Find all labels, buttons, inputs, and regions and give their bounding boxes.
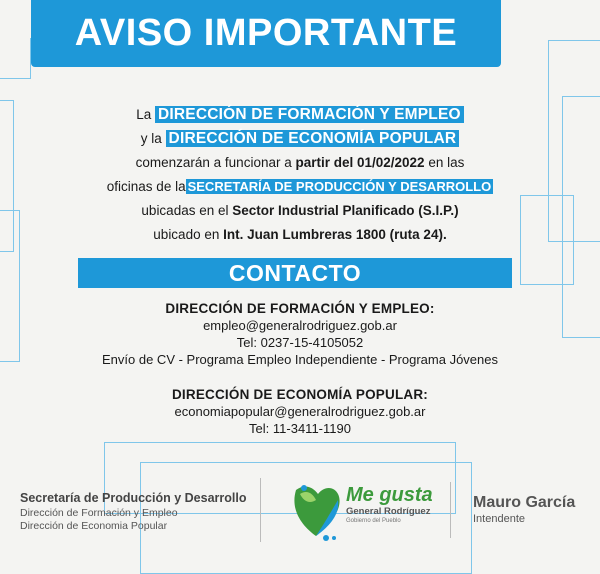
- notice-text-fragment: en las: [428, 155, 465, 170]
- decorative-frame: [0, 210, 20, 362]
- logo-tagline: Gobierno del Pueblo: [346, 518, 401, 524]
- highlight-direccion-economia: DIRECCIÓN DE ECONOMÍA POPULAR: [166, 130, 460, 147]
- highlight-direccion-formacion: DIRECCIÓN DE FORMACIÓN Y EMPLEO: [155, 106, 464, 123]
- notice-line: [60, 199, 540, 223]
- notice-line: [60, 151, 540, 175]
- notice-text-fragment: y la: [140, 131, 162, 146]
- notice-line: [60, 223, 540, 247]
- footer-secretaria: [20, 492, 246, 533]
- decorative-frame: [0, 38, 31, 79]
- contact-block-formacion: [60, 300, 540, 368]
- notice-text-fragment: La: [136, 107, 152, 122]
- highlight-secretaria: SECRETARÍA DE PRODUCCIÓN Y DESARROLLO: [187, 179, 492, 194]
- location-sector: Sector Industrial Planificado (S.I.P.): [232, 203, 459, 218]
- page-title: AVISO IMPORTANTE: [31, 0, 501, 67]
- phone-economia: Tel: 11-3411-1190: [249, 421, 351, 436]
- start-date: partir del 01/02/2022: [295, 155, 425, 170]
- notice-text-fragment: ubicadas en el: [141, 203, 229, 218]
- contact-block-economia: [60, 386, 540, 437]
- email-link-formacion[interactable]: empleo@generalrodriguez.gob.ar: [203, 318, 397, 333]
- notice-text-fragment: ubicado en: [153, 227, 220, 242]
- divider: [260, 478, 261, 542]
- mayor-name: Mauro García: [473, 494, 576, 511]
- email-link-economia[interactable]: economiapopular@generalrodriguez.gob.ar: [174, 404, 426, 419]
- logo-main: Me gusta: [346, 484, 433, 506]
- contact-heading: CONTACTO: [78, 258, 512, 288]
- secretaria-name: Secretaría de Producción y Desarrollo: [20, 491, 247, 505]
- notice-line: [60, 103, 540, 127]
- notice-line: [60, 175, 540, 199]
- direccion-1: Dirección de Formación y Empleo: [20, 507, 178, 519]
- contact-heading-formacion: DIRECCIÓN DE FORMACIÓN Y EMPLEO:: [165, 301, 435, 316]
- notice-text-fragment: comenzarán a funcionar a: [135, 155, 292, 170]
- notice-line: [60, 127, 540, 151]
- programs-text: Envío de CV - Programa Empleo Independiente - Programa Jóvenes: [102, 352, 498, 367]
- location-address: Int. Juan Lumbreras 1800 (ruta 24).: [223, 227, 447, 242]
- logo-sub: General Rodríguez: [346, 506, 431, 517]
- notice-text-fragment: oficinas de la: [106, 179, 186, 194]
- phone-formacion: Tel: 0237-15-4105052: [236, 335, 364, 350]
- contact-heading-economia: DIRECCIÓN DE ECONOMÍA POPULAR:: [171, 387, 428, 402]
- direccion-2: Dirección de Economia Popular: [20, 520, 168, 532]
- logo-text: [346, 484, 433, 525]
- notice-text: [60, 103, 540, 247]
- mayor-block: [473, 494, 575, 526]
- mayor-role: Intendente: [473, 513, 525, 525]
- divider: [450, 482, 451, 538]
